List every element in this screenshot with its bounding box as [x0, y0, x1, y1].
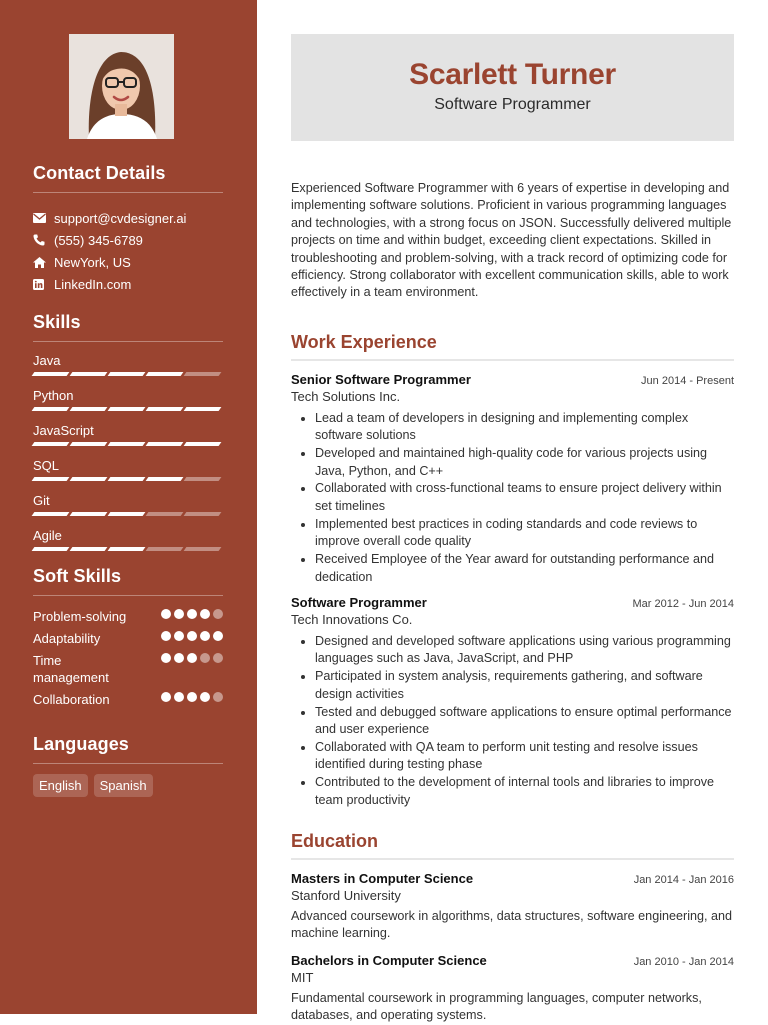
job-bullet: • Received Employee of the Year award for outstanding performance and dedication — [315, 551, 734, 586]
contact-phone-text: (555) 345-6789 — [54, 232, 143, 248]
rating-dot — [174, 631, 184, 641]
education-entry — [291, 871, 734, 943]
soft-skill-item — [33, 608, 223, 625]
candidate-name: Scarlett Turner — [409, 58, 616, 91]
skill-bar-segment — [70, 372, 108, 376]
education-entry — [291, 953, 734, 1025]
skill-level-bar — [33, 547, 223, 551]
skill-bar-segment — [108, 442, 146, 446]
languages-heading: Languages — [33, 734, 223, 764]
education-section — [291, 831, 734, 1025]
soft-skill-item — [33, 630, 223, 647]
skill-bar-segment — [32, 547, 70, 551]
rating-dot — [200, 631, 210, 641]
education-header — [291, 871, 734, 886]
skill-bar-segment — [108, 372, 146, 376]
work-experience-heading: Work Experience — [291, 332, 734, 361]
skill-bar-segment — [184, 512, 222, 516]
rating-dot — [161, 631, 171, 641]
skill-bar-segment — [32, 442, 70, 446]
main-content — [291, 34, 734, 1025]
soft-skill-rating — [161, 631, 223, 647]
job-date: Jun 2014 - Present — [641, 374, 734, 387]
skill-name: JavaScript — [33, 423, 94, 438]
degree-title: Bachelors in Computer Science — [291, 952, 487, 968]
job-bullet: • Collaborated with cross-functional teams to ensure project delivery within set timelines — [315, 480, 734, 515]
rating-dot — [187, 609, 197, 619]
linkedin-icon — [33, 279, 54, 290]
job-title: Software Programmer — [291, 594, 427, 610]
skills-section — [33, 312, 223, 562]
skill-bar-segment — [70, 477, 108, 481]
rating-dot — [213, 692, 223, 702]
avatar — [69, 34, 174, 139]
degree-title: Masters in Computer Science — [291, 870, 474, 886]
education-heading: Education — [291, 831, 734, 860]
skill-bar-segment — [108, 477, 146, 481]
job-entry — [291, 595, 734, 809]
skill-item — [33, 352, 223, 376]
work-experience-section — [291, 332, 734, 809]
skill-level-bar — [33, 407, 223, 411]
sidebar — [0, 0, 257, 1014]
job-entry — [291, 372, 734, 586]
contact-phone[interactable] — [33, 229, 223, 251]
rating-dot — [161, 609, 171, 619]
skill-level-bar — [33, 442, 223, 446]
contact-location — [33, 251, 223, 273]
skill-bar-segment — [70, 442, 108, 446]
rating-dot — [161, 653, 171, 663]
languages-section — [33, 734, 223, 797]
skill-bar-segment — [70, 407, 108, 411]
name-header — [291, 34, 734, 141]
skill-bar-segment — [146, 372, 184, 376]
rating-dot — [213, 653, 223, 663]
skill-bar-segment — [32, 407, 70, 411]
skill-item — [33, 457, 223, 481]
school-name: Stanford University — [291, 887, 401, 903]
skill-name: Python — [33, 388, 74, 403]
skill-bar-segment — [70, 512, 108, 516]
candidate-role: Software Programmer — [434, 96, 591, 113]
rating-dot — [187, 692, 197, 702]
contact-location-text: NewYork, US — [54, 254, 131, 270]
job-bullet: • Developed and maintained high-quality code for various projects using Java, Python, and C++ — [315, 445, 734, 480]
skill-bar-segment — [108, 512, 146, 516]
rating-dot — [174, 653, 184, 663]
rating-dot — [213, 631, 223, 641]
job-bullet: • Designed and developed software applications using various programming languages such as Java, JavaScript, and PHP — [315, 633, 734, 668]
skill-name: Git — [33, 493, 50, 508]
soft-skill-name: Time management — [33, 653, 109, 685]
skill-level-bar — [33, 372, 223, 376]
rating-dot — [187, 653, 197, 663]
job-bullet: • Implemented best practices in coding standards and code reviews to improve overall code quality — [315, 516, 734, 551]
contact-section — [33, 163, 223, 295]
contact-email[interactable] — [33, 207, 223, 229]
skill-level-bar — [33, 477, 223, 481]
skill-bar-segment — [146, 442, 184, 446]
soft-skills-list — [33, 608, 223, 708]
job-bullet: • Participated in system analysis, requirements gathering, and software design activities — [315, 668, 734, 703]
skill-bar-segment — [70, 547, 108, 551]
soft-skills-section — [33, 566, 223, 713]
rating-dot — [200, 653, 210, 663]
soft-skill-rating — [161, 609, 223, 625]
contact-list — [33, 207, 223, 295]
soft-skills-heading: Soft Skills — [33, 566, 223, 596]
skill-level-bar — [33, 512, 223, 516]
skill-bar-segment — [184, 407, 222, 411]
profile-photo — [69, 34, 174, 139]
job-bullet: • Collaborated with QA team to perform unit testing and resolve issues identified during testing phase — [315, 739, 734, 774]
language-tags — [33, 774, 223, 797]
language-tag: Spanish — [94, 774, 153, 797]
soft-skill-name: Problem-solving — [33, 609, 127, 624]
skill-bar-segment — [184, 477, 222, 481]
skill-bar-segment — [184, 442, 222, 446]
soft-skill-item — [33, 652, 223, 686]
skill-bar-segment — [184, 547, 222, 551]
rating-dot — [213, 609, 223, 619]
skill-name: Agile — [33, 528, 62, 543]
contact-linkedin[interactable] — [33, 273, 223, 295]
skill-item — [33, 387, 223, 411]
job-bullet: • Contributed to the development of internal tools and libraries to improve team productivity — [315, 774, 734, 809]
job-title: Senior Software Programmer — [291, 371, 471, 387]
job-bullet: • Tested and debugged software applications to ensure optimal performance and user experience — [315, 704, 734, 739]
education-date: Jan 2010 - Jan 2014 — [633, 955, 734, 968]
soft-skill-rating — [161, 692, 223, 708]
soft-skill-name: Adaptability — [33, 631, 101, 646]
skill-bar-segment — [32, 477, 70, 481]
rating-dot — [187, 631, 197, 641]
envelope-icon — [33, 213, 54, 223]
rating-dot — [161, 692, 171, 702]
job-bullets — [291, 410, 734, 586]
job-bullets — [291, 633, 734, 809]
skill-name: SQL — [33, 458, 60, 473]
profile-summary: Experienced Software Programmer with 6 years of expertise in developing and implementing software solutions. Proficient in various programming languages and technologies, with a strong focus on JSON. Successfully delivered multiple projects on time and within budget, exceeding client expectations. Skilled in troubleshooting and problem-solving, with a track record of optimizing code for efficiency. Strong collaborator with excellent communication skills, able to work effectively in a team environment. — [291, 181, 732, 300]
contact-email-text: support@cvdesigner.ai — [54, 210, 187, 226]
skill-bar-segment — [146, 407, 184, 411]
skill-item — [33, 527, 223, 551]
job-bullet: • Lead a team of developers in designing and implementing complex software solutions — [315, 410, 734, 445]
education-header — [291, 953, 734, 968]
rating-dot — [200, 692, 210, 702]
job-company: Tech Solutions Inc. — [291, 388, 401, 404]
job-company: Tech Innovations Co. — [291, 611, 413, 627]
contact-heading: Contact Details — [33, 163, 223, 193]
soft-skill-item — [33, 691, 223, 708]
education-description: Advanced coursework in algorithms, data structures, software engineering, and machine learning. — [291, 908, 733, 941]
language-tag: English — [33, 774, 88, 797]
education-date: Jan 2014 - Jan 2016 — [633, 873, 734, 886]
contact-linkedin-text: LinkedIn.com — [54, 276, 132, 292]
soft-skill-rating — [161, 653, 223, 686]
skill-bar-segment — [146, 477, 184, 481]
phone-icon — [33, 234, 54, 246]
job-date: Mar 2012 - Jun 2014 — [632, 597, 734, 610]
skill-bar-segment — [108, 407, 146, 411]
skill-bar-segment — [108, 547, 146, 551]
home-icon — [33, 257, 54, 268]
skills-list — [33, 352, 223, 551]
skill-bar-segment — [32, 372, 70, 376]
job-header — [291, 595, 734, 610]
school-name: MIT — [291, 969, 314, 985]
skill-bar-segment — [146, 512, 184, 516]
skill-name: Java — [33, 353, 61, 368]
soft-skill-name: Collaboration — [33, 692, 110, 707]
skill-bar-segment — [184, 372, 222, 376]
skill-item — [33, 422, 223, 446]
skills-heading: Skills — [33, 312, 223, 342]
rating-dot — [174, 692, 184, 702]
skill-bar-segment — [146, 547, 184, 551]
job-header — [291, 372, 734, 387]
skill-item — [33, 492, 223, 516]
skill-bar-segment — [32, 512, 70, 516]
rating-dot — [200, 609, 210, 619]
education-description: Fundamental coursework in programming languages, computer networks, databases, and operating systems. — [291, 990, 702, 1023]
rating-dot — [174, 609, 184, 619]
